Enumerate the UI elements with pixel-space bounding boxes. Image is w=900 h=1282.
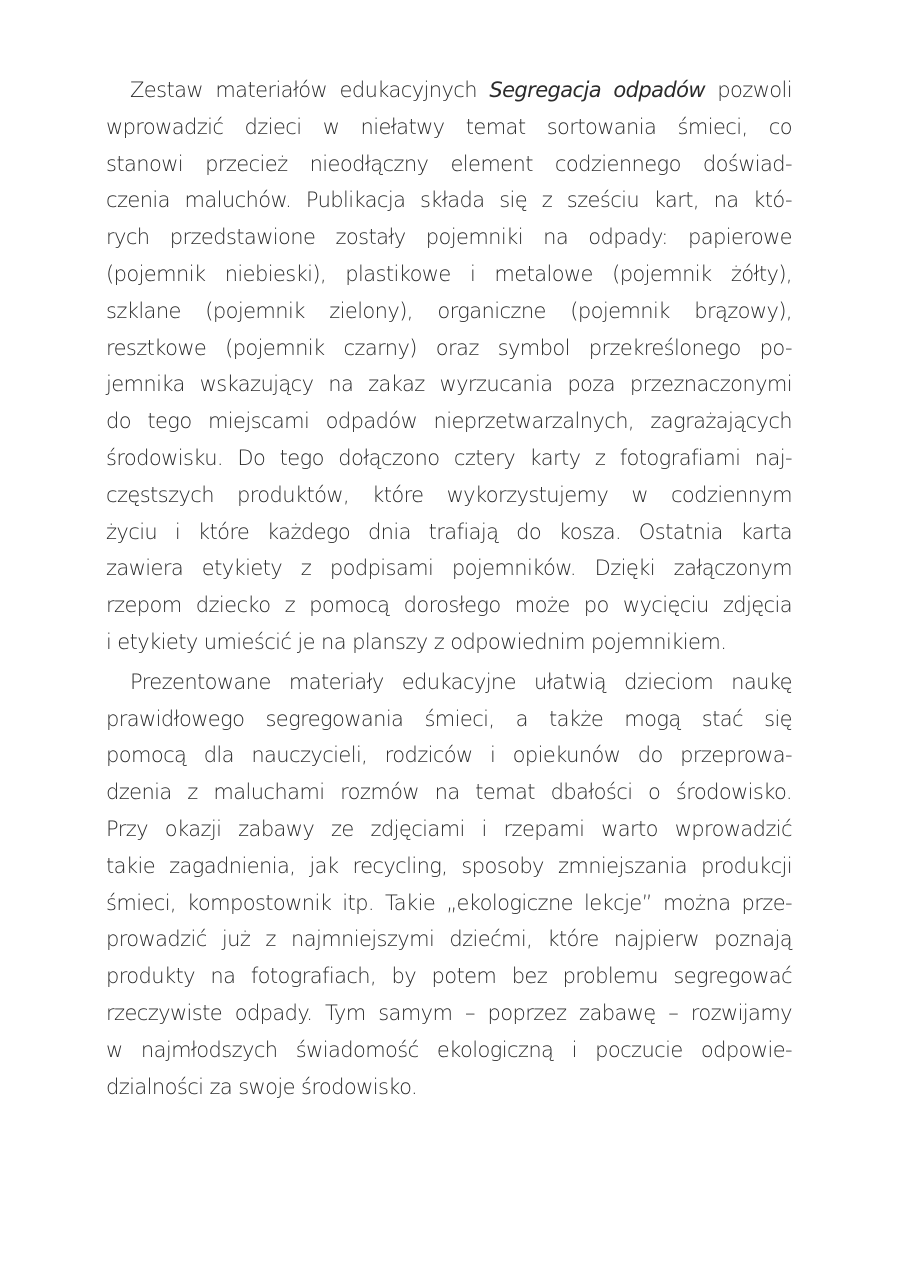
paragraph-1 bbox=[106, 72, 792, 661]
text-line: Prezentowane materiały edukacyjne ułatwią dzieciom naukę bbox=[130, 669, 792, 694]
text-line: rzeczywiste odpady. Tym samym – poprzez zabawę – rozwijamy bbox=[106, 1000, 792, 1025]
publication-title: Segregacja odpadów bbox=[489, 78, 705, 102]
text-line: Zestaw materiałów edukacyjnych Segregacja odpadów pozwoli bbox=[130, 78, 792, 102]
text-line: pomocą dla nauczycieli, rodziców i opiekunów do przeprowa- bbox=[106, 743, 792, 768]
text-line: szklane (pojemnik zielony), organiczne (pojemnik brązowy), bbox=[106, 298, 792, 323]
text-line: takie zagadnienia, jak recycling, sposoby zmniejszania produkcji bbox=[106, 853, 792, 878]
text-line: prawidłowego segregowania śmieci, a także mogą stać się bbox=[106, 706, 792, 731]
text-line: stanowi przecież nieodłączny element codziennego doświad- bbox=[106, 151, 792, 176]
text-line: prowadzić już z najmniejszymi dziećmi, które najpierw poznają bbox=[106, 927, 792, 952]
text-line: rzepom dziecko z pomocą dorosłego może po wycięciu zdjęcia bbox=[106, 593, 792, 618]
text-line: częstszych produktów, które wykorzystujemy w codziennym bbox=[106, 482, 792, 507]
text-line: produkty na fotografiach, by potem bez problemu segregować bbox=[106, 964, 792, 989]
paragraph-2 bbox=[106, 664, 792, 1106]
text-line: resztkowe (pojemnik czarny) oraz symbol przekreślonego po- bbox=[106, 335, 792, 360]
text-line: środowisku. Do tego dołączono cztery karty z fotografiami naj- bbox=[106, 445, 792, 470]
text-line: Przy okazji zabawy ze zdjęciami i rzepami warto wprowadzić bbox=[106, 816, 792, 841]
text-line: wprowadzić dzieci w niełatwy temat sortowania śmieci, co bbox=[106, 114, 792, 139]
text-line: życiu i które każdego dnia trafiają do kosza. Ostatnia karta bbox=[106, 519, 792, 544]
text-line: dzialności za swoje środowisko. bbox=[106, 1074, 418, 1099]
text-line: zawiera etykiety z podpisami pojemników. Dzięki załączonym bbox=[106, 556, 792, 581]
text-line: jemnika wskazujący na zakaz wyrzucania poza przeznaczonymi bbox=[106, 372, 792, 397]
text-line: śmieci, kompostownik itp. Takie „ekologiczne lekcje” można prze- bbox=[106, 890, 792, 915]
text-line: i etykiety umieścić je na planszy z odpowiednim pojemnikiem. bbox=[106, 629, 727, 654]
text-line: do tego miejscami odpadów nieprzetwarzalnych, zagrażających bbox=[106, 409, 792, 434]
body-text bbox=[106, 72, 792, 1105]
text-line: rych przedstawione zostały pojemniki na odpady: papierowe bbox=[106, 225, 792, 250]
text-line: w najmłodszych świadomość ekologiczną i poczucie odpowie- bbox=[106, 1037, 792, 1062]
text-line: dzenia z maluchami rozmów na temat dbałości o środowisko. bbox=[106, 780, 792, 805]
text-line: czenia maluchów. Publikacja składa się z sześciu kart, na któ- bbox=[106, 188, 792, 213]
text-line: (pojemnik niebieski), plastikowe i metalowe (pojemnik żółty), bbox=[106, 261, 792, 286]
